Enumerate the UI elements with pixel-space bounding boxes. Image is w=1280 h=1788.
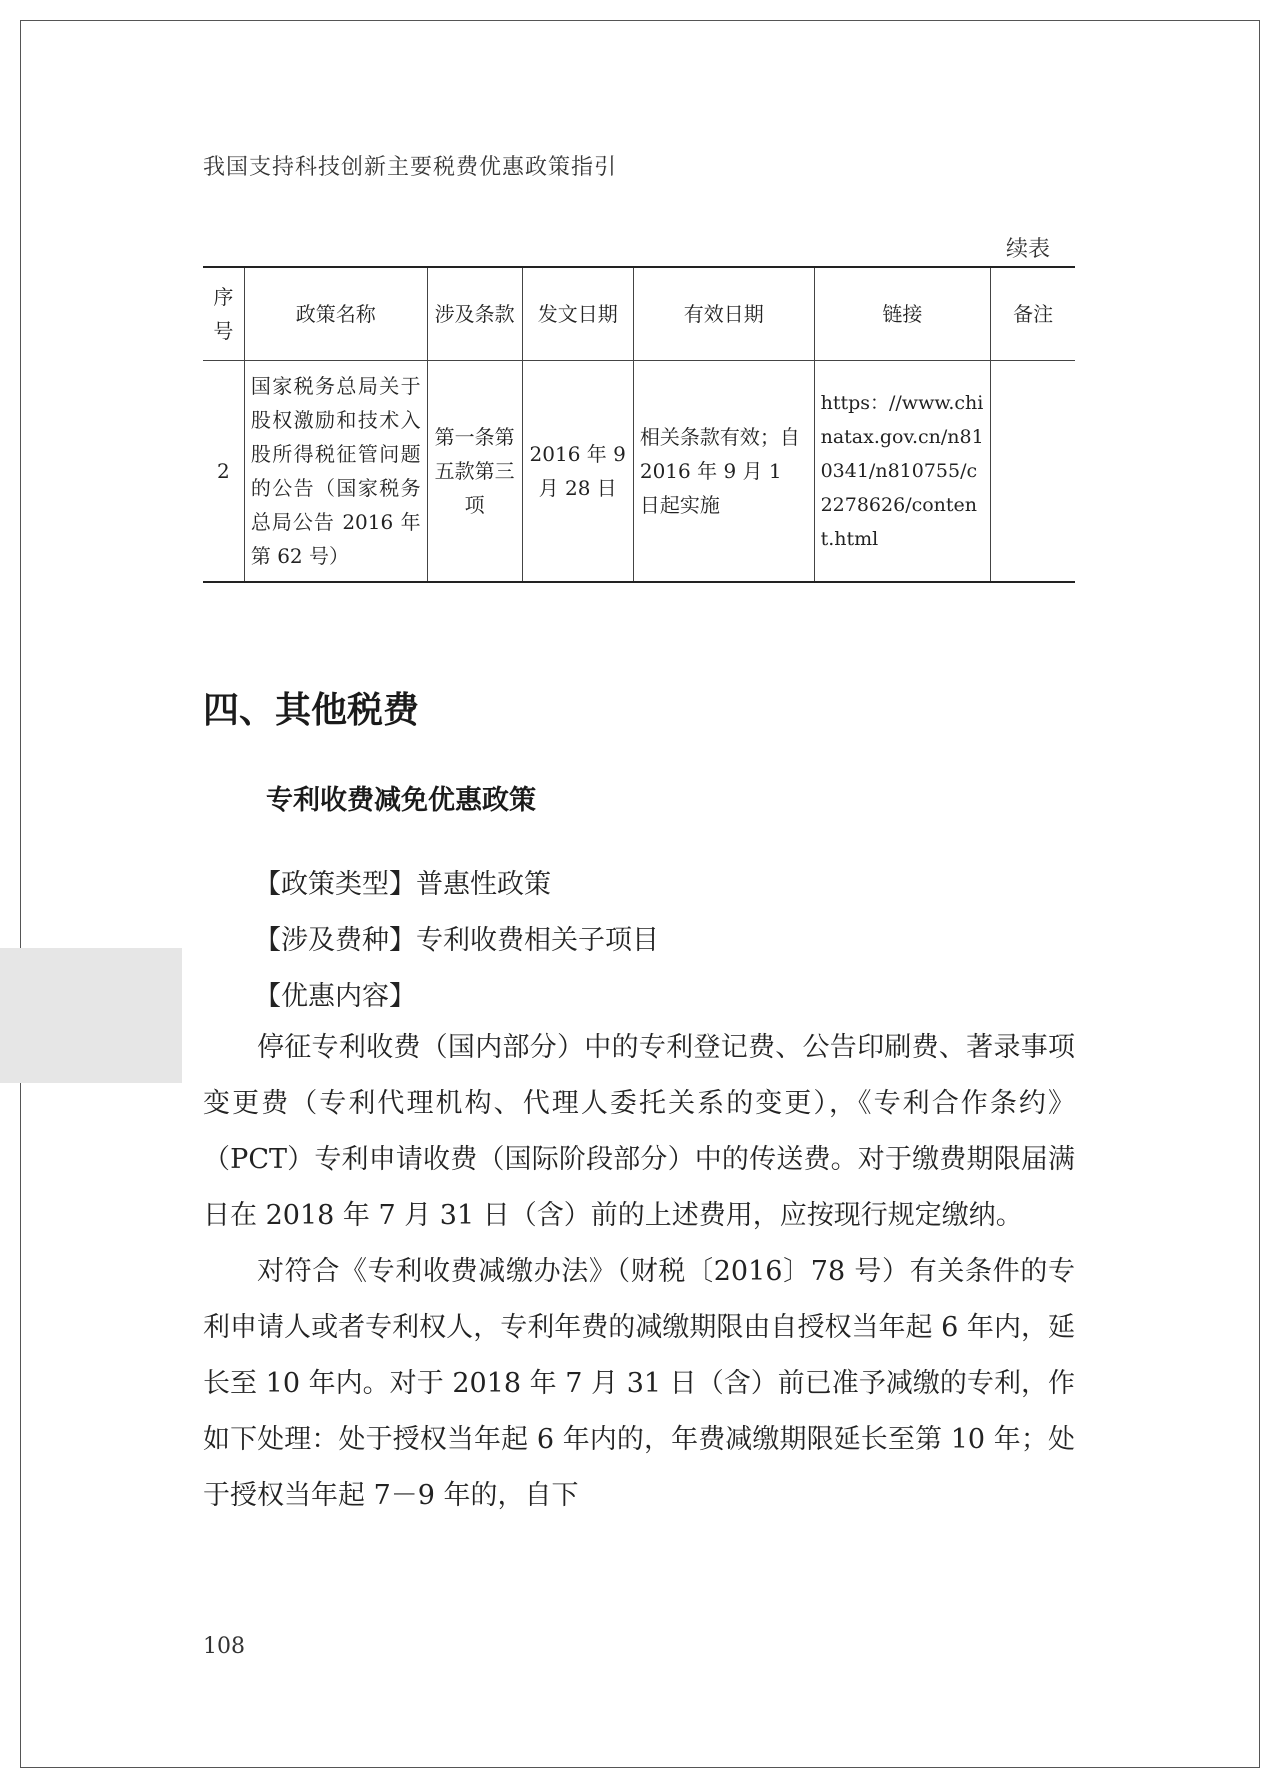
fee-type-line xyxy=(254,918,659,957)
column-header-clause: 涉及条款 xyxy=(427,267,522,361)
cell-issue-date: 2016 年 9 月 28 日 xyxy=(522,361,633,583)
cell-valid-date: 相关条款有效；自 2016 年 9 月 1 日起实施 xyxy=(633,361,814,583)
column-header-note: 备注 xyxy=(991,267,1075,361)
section-title: 四、其他税费 xyxy=(203,690,420,731)
policy-table xyxy=(203,266,1075,583)
fee-type-value: 专利收费相关子项目 xyxy=(416,925,659,956)
column-header-issue-date: 发文日期 xyxy=(522,267,633,361)
fee-type-label: 【涉及费种】 xyxy=(254,925,416,956)
content-label-line xyxy=(254,974,416,1013)
policy-type-line xyxy=(254,862,551,901)
subsection-title: 专利收费减免优惠政策 xyxy=(266,785,536,816)
table-row xyxy=(203,361,1075,583)
cell-policy-name: 国家税务总局关于股权激励和技术入股所得税征管问题的公告（国家税务总局公告 2016 年第 62 号） xyxy=(244,361,427,583)
paragraph-1: 停征专利收费（国内部分）中的专利登记费、公告印刷费、著录事项变更费（专利代理机构、代理人委托关系的变更），《专利合作条约》（PCT）专利申请收费（国际阶段部分）中的传送费。对于缴费期限届满日在 2018 年 7 月 31 日（含）前的上述费用，应按现行规定缴纳。 xyxy=(203,1032,1075,1231)
table-header-row xyxy=(203,267,1075,361)
column-header-no: 序号 xyxy=(203,267,244,361)
continued-table-label: 续表 xyxy=(1005,237,1050,262)
column-header-valid-date: 有效日期 xyxy=(633,267,814,361)
running-header: 我国支持科技创新主要税费优惠政策指引 xyxy=(203,155,618,180)
cell-no: 2 xyxy=(203,361,244,583)
column-header-link: 链接 xyxy=(814,267,991,361)
body-text xyxy=(203,1020,1075,1524)
content-label: 【优惠内容】 xyxy=(254,981,416,1012)
page-number: 108 xyxy=(203,1634,245,1659)
policy-type-value: 普惠性政策 xyxy=(416,869,551,900)
paragraph-2: 对符合《专利收费减缴办法》（财税〔2016〕78 号）有关条件的专利申请人或者专利权人，专利年费的减缴期限由自授权当年起 6 年内，延长至 10 年内。对于 2018 年 7 月 31 日（含）前已准予减缴的专利，作如下处理：处于授权当年起 6 年内的，年费减缴期限延长至第 10 年；处于授权当年起 7－9 年的，自下 xyxy=(203,1256,1075,1511)
policy-type-label: 【政策类型】 xyxy=(254,869,416,900)
cell-link[interactable]: https：//www.chinatax.gov.cn/n810341/n810755/c2278626/content.html xyxy=(814,361,991,583)
column-header-name: 政策名称 xyxy=(244,267,427,361)
side-thumb-tab xyxy=(0,948,182,1083)
cell-clause: 第一条第五款第三项 xyxy=(427,361,522,583)
cell-note xyxy=(991,361,1075,583)
